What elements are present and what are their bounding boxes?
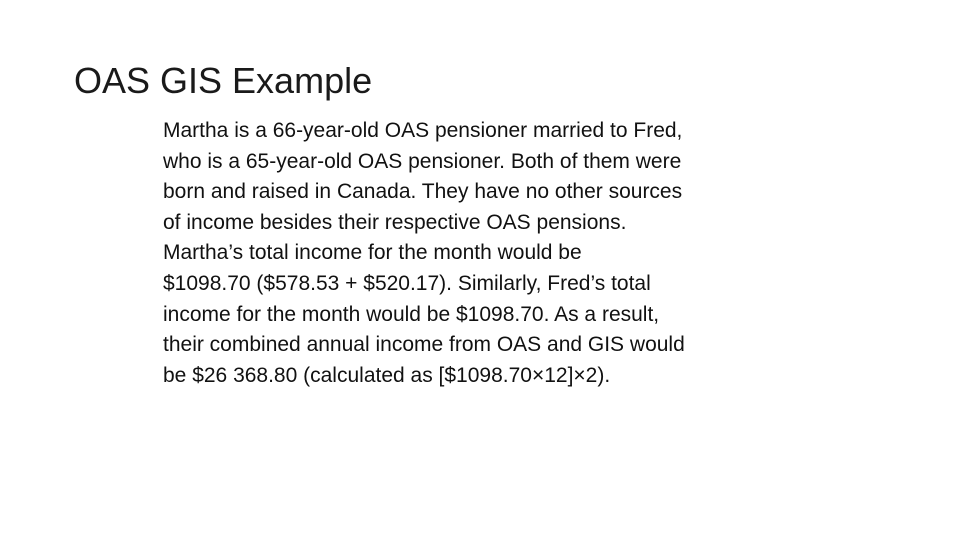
body-line: their combined annual income from OAS and GIS would (163, 333, 685, 357)
body-line: born and raised in Canada. They have no other sources (163, 180, 683, 204)
body-line: income for the month would be $1098.70. As a result, (163, 302, 660, 326)
body-line: Martha’s total income for the month would be (163, 241, 582, 265)
slide-title: OAS GIS Example (74, 60, 373, 101)
body-line: who is a 65-year-old OAS pensioner. Both of them were (163, 149, 682, 173)
slide-body-text (163, 116, 823, 391)
body-line: $1098.70 ($578.53 + $520.17). Similarly, Fred’s total (163, 271, 651, 295)
body-line: of income besides their respective OAS pensions. (163, 210, 627, 234)
body-line: Martha is a 66-year-old OAS pensioner married to Fred, (163, 119, 683, 142)
body-line: be $26 368.80 (calculated as [$1098.70×12]×2). (163, 363, 611, 387)
